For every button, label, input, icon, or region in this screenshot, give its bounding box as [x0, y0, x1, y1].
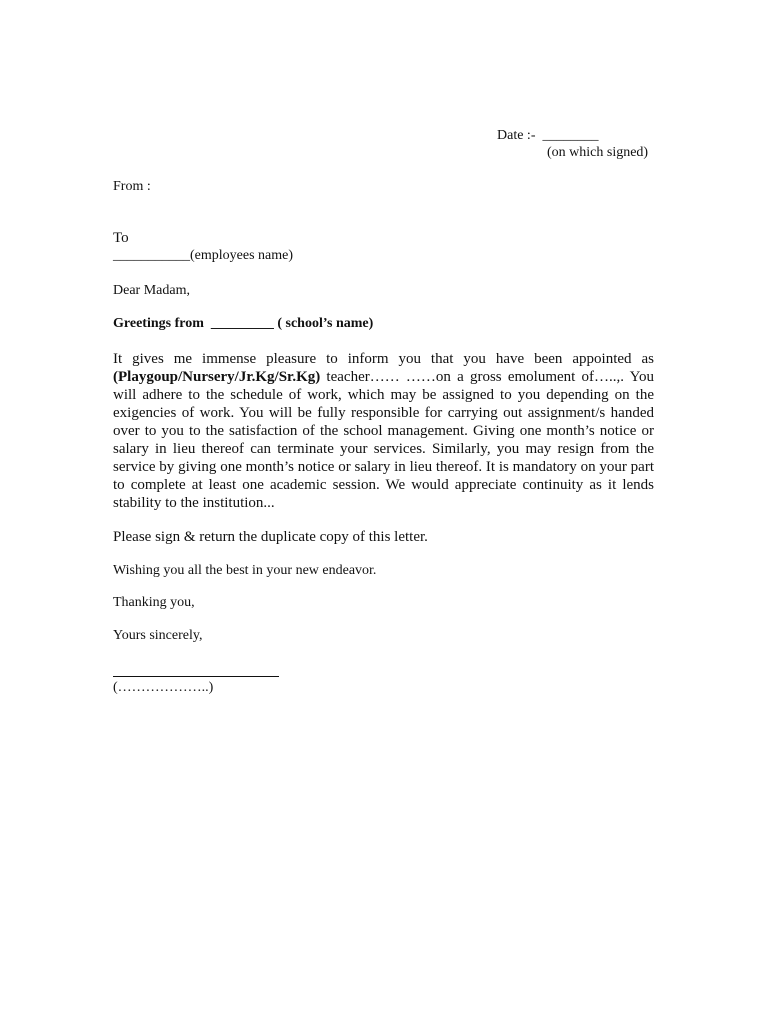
signature-line	[113, 676, 279, 677]
recipient-blank: ___________	[113, 248, 190, 263]
greeting-prefix: Greetings from	[113, 316, 204, 331]
to-label: To	[113, 230, 129, 246]
letter-body	[113, 350, 654, 512]
recipient-name-note: (employees name)	[190, 248, 294, 263]
thanking-line: Thanking you,	[113, 595, 195, 610]
date-line	[497, 128, 598, 144]
wishing-line: Wishing you all the best in your new endeavor.	[113, 563, 377, 578]
greeting-line	[113, 316, 373, 332]
please-sign-line: Please sign & return the duplicate copy of this letter.	[113, 529, 428, 545]
recipient-line	[113, 248, 293, 264]
date-blank: ________	[542, 128, 599, 143]
body-intro: It gives me immense pleasure to inform you that you have been appointed as	[113, 351, 654, 367]
from-label: From :	[113, 179, 151, 194]
body-rest: teacher…… ……on a gross emolument of…..,. You will adhere to the schedule of work, which may be assigned to you depending on the exigencies of work. You will be fully responsible for carrying out assignment/s handed over to you to the satisfaction of the school management. Giving one month’s notice or salary in lieu thereof can terminate your services. Similarly, you may resign from the service by giving one month’s notice or salary in lieu thereof. It is mandatory on your part to complete at least one academic session. We would appreciate continuity as it lends stability to the institution...	[113, 369, 654, 511]
salutation: Dear Madam,	[113, 283, 190, 298]
body-position: (Playgoup/Nursery/Jr.Kg/Sr.Kg)	[113, 369, 321, 385]
greeting-blank: _________	[210, 316, 274, 331]
signature-name: (………………..)	[113, 680, 214, 695]
date-note: (on which signed)	[547, 145, 649, 160]
school-name-note: ( school’s name)	[277, 316, 374, 331]
date-label: Date :-	[497, 128, 536, 143]
closing-line: Yours sincerely,	[113, 628, 203, 643]
